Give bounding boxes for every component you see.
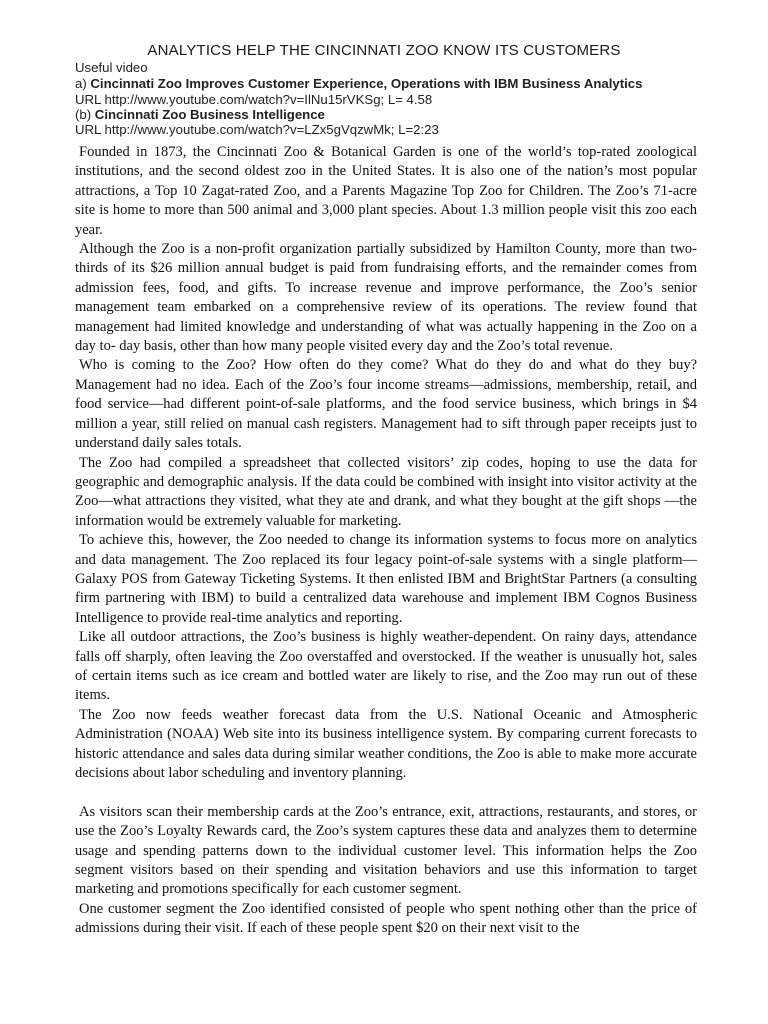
video-b-prefix: (b)	[75, 107, 92, 122]
paragraph: As visitors scan their membership cards at the Zoo’s entrance, exit, attractions, restaurants, and stores, or use the Zoo’s Loyalty Rewards card, the Zoo’s system captures these data and analyzes them to determine usage and spending patterns down to the individual customer level. This information helps the Zoo segment visitors based on their spending and visitation behaviors and use this information to target marketing and promotions specifically for each customer segment.	[75, 803, 697, 898]
video-a-line	[75, 76, 642, 91]
video-b-title: Cincinnati Zoo Business Intelligence	[94, 107, 325, 122]
video-a-prefix: a)	[75, 76, 87, 91]
useful-video-heading: Useful video	[75, 60, 148, 75]
paragraph: Although the Zoo is a non-profit organization partially subsidized by Hamilton County, more than two-thirds of its $26 million annual budget is paid from fundraising efforts, and the remainder comes from admission fees, food, and gifts. To increase revenue and improve performance, the Zoo’s senior management team embarked on a comprehensive review of its operations. The review found that management had limited knowledge and understanding of what was actually happening in the Zoo on a day to- day basis, other than how many people visited every day and the Zoo’s total revenue.	[75, 241, 697, 355]
article-body	[75, 143, 697, 939]
paragraph: Who is coming to the Zoo? How often do they come? What do they do and what do they buy? Management had no idea. Each of the Zoo’s four income streams—admissions, membership, retail, and food service—had different point-of-sale platforms, and the food service business, which brings in $4 million a year, still relied on manual cash registers. Management had to sift through paper receipts just to understand daily sales totals.	[75, 357, 697, 452]
video-a-url[interactable]: URL http://www.youtube.com/watch?v=IlNu15rVKSg; L= 4.58	[75, 92, 433, 107]
video-b-url[interactable]: URL http://www.youtube.com/watch?v=LZx5gVqzwMk; L=2:23	[75, 122, 439, 137]
video-b-line	[75, 107, 325, 122]
paragraph: The Zoo had compiled a spreadsheet that collected visitors’ zip codes, hoping to use the data for geographic and demographic analysis. If the data could be combined with insight into visitor activity at the Zoo—what attractions they visited, what they ate and drank, and what they bought at the gift shops —the information would be extremely valuable for marketing.	[75, 454, 697, 529]
video-a-title: Cincinnati Zoo Improves Customer Experience, Operations with IBM Business Analytics	[90, 76, 643, 91]
paragraph: The Zoo now feeds weather forecast data from the U.S. National Oceanic and Atmospheric Administration (NOAA) Web site into its business intelligence system. By comparing current forecasts to historic attendance and sales data during similar weather conditions, the Zoo is able to make more accurate decisions about labor scheduling and inventory planning.	[75, 706, 697, 781]
paragraph: Founded in 1873, the Cincinnati Zoo & Botanical Garden is one of the world’s top-rated zoological institutions, and the second oldest zoo in the United States. It is also one of the nation’s most popular attractions, a Top 10 Zagat-rated Zoo, and a Parents Magazine Top Zoo for Children. The Zoo’s 71-acre site is home to more than 500 animal and 3,000 plant species. About 1.3 million people visit this zoo each year.	[75, 144, 697, 238]
paragraph: Like all outdoor attractions, the Zoo’s business is highly weather-dependent. On rainy days, attendance falls off sharply, often leaving the Zoo overstaffed and overstocked. If the weather is unusually hot, sales of certain items such as ice cream and bottled water are likely to rise, and the Zoo may run out of these items.	[75, 629, 697, 704]
page-title: ANALYTICS HELP THE CINCINNATI ZOO KNOW ITS CUSTOMERS	[147, 42, 621, 59]
paragraph: To achieve this, however, the Zoo needed to change its information systems to focus more on analytics and data management. The Zoo replaced its four legacy point-of-sale systems with a single platform— Galaxy POS from Gateway Ticketing Systems. It then enlisted IBM and BrightStar Partners (a consulting firm partnering with IBM) to build a centralized data warehouse and implement IBM Cognos Business Intelligence to provide real-time analytics and reporting.	[75, 532, 697, 626]
paragraph: One customer segment the Zoo identified consisted of people who spent nothing other than the price of admissions during their visit. If each of these people spent $20 on their next visit to the	[75, 900, 697, 937]
